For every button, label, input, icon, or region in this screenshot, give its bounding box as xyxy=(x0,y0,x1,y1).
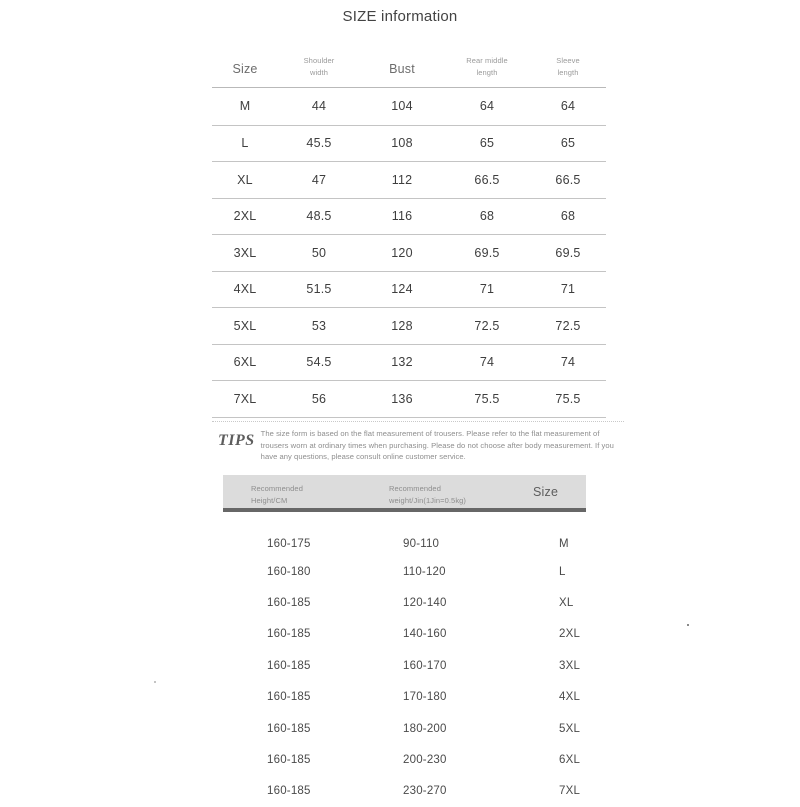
cell-size: L xyxy=(212,125,278,162)
column-header-shoulder-width xyxy=(278,50,360,87)
cell-rear-middle-length: 68 xyxy=(444,198,530,235)
cell-recommended-weight: 200-230 xyxy=(403,754,447,767)
scan-artifact xyxy=(154,681,156,683)
cell-rec-size: XL xyxy=(559,597,574,610)
cell-rec-size: M xyxy=(559,538,569,550)
column-header-recommended-height-line2: Height/CM xyxy=(251,495,288,505)
column-header-bust xyxy=(360,50,444,87)
cell-size: 6XL xyxy=(212,344,278,381)
cell-recommended-weight: 120-140 xyxy=(403,597,447,610)
cell-rear-middle-length: 75.5 xyxy=(444,381,530,418)
table-row xyxy=(212,271,606,308)
cell-bust: 136 xyxy=(360,381,444,418)
size-table-header-row xyxy=(212,50,606,87)
cell-bust: 108 xyxy=(360,125,444,162)
cell-rear-middle-length: 69.5 xyxy=(444,235,530,272)
cell-bust: 120 xyxy=(360,235,444,272)
table-row xyxy=(212,308,606,345)
cell-size: 3XL xyxy=(212,235,278,272)
cell-bust: 116 xyxy=(360,198,444,235)
tips-divider xyxy=(212,421,624,422)
column-header-recommended-weight xyxy=(361,475,509,510)
column-header-shoulder-width-line1: Shoulder xyxy=(303,56,335,65)
tips-label: TIPS xyxy=(218,432,255,449)
table-row xyxy=(212,381,606,418)
cell-shoulder-width: 53 xyxy=(278,308,360,345)
table-row xyxy=(223,744,586,775)
cell-rear-middle-length: 66.5 xyxy=(444,162,530,199)
table-row xyxy=(212,344,606,381)
cell-recommended-height: 160-185 xyxy=(267,722,311,735)
cell-sleeve-length: 64 xyxy=(530,87,606,125)
table-row xyxy=(223,619,586,650)
recommendation-table-header-row xyxy=(223,475,586,510)
table-row xyxy=(212,87,606,125)
cell-bust: 132 xyxy=(360,344,444,381)
recommendation-table-header xyxy=(223,475,586,510)
size-table-body xyxy=(212,87,606,417)
table-row xyxy=(212,198,606,235)
cell-sleeve-length: 69.5 xyxy=(530,235,606,272)
column-header-recommended-weight-line2: weight/Jin(1Jin=0.5kg) xyxy=(389,495,467,505)
column-header-rear-middle-length-line2: length xyxy=(476,68,498,77)
column-header-shoulder-width-label xyxy=(278,56,360,78)
column-header-recommended-height xyxy=(223,475,361,510)
cell-rec-size: 2XL xyxy=(559,628,581,641)
cell-rec-size: L xyxy=(559,565,566,578)
cell-shoulder-width: 51.5 xyxy=(278,271,360,308)
column-header-sleeve-length-line1: Sleeve xyxy=(556,56,580,65)
cell-rear-middle-length: 71 xyxy=(444,271,530,308)
cell-rec-size: 7XL xyxy=(559,785,581,798)
table-row xyxy=(223,682,586,713)
cell-rec-size: 3XL xyxy=(559,659,581,672)
cell-recommended-height: 160-185 xyxy=(267,628,311,641)
cell-sleeve-length: 74 xyxy=(530,344,606,381)
size-measurement-table xyxy=(212,50,606,418)
cell-rec-size: 4XL xyxy=(559,691,581,704)
column-header-shoulder-width-line2: width xyxy=(309,68,328,77)
cell-sleeve-length: 68 xyxy=(530,198,606,235)
table-row xyxy=(223,587,586,618)
cell-shoulder-width: 44 xyxy=(278,87,360,125)
cell-shoulder-width: 54.5 xyxy=(278,344,360,381)
table-row xyxy=(223,556,586,587)
column-header-recommended-weight-label xyxy=(389,484,509,506)
column-header-rec-size xyxy=(509,475,586,510)
cell-recommended-height: 160-185 xyxy=(267,659,311,672)
cell-recommended-weight: 110-120 xyxy=(403,565,446,578)
cell-size: 7XL xyxy=(212,381,278,418)
cell-bust: 124 xyxy=(360,271,444,308)
tips-section xyxy=(212,421,624,463)
recommendation-table-body xyxy=(223,510,586,807)
cell-sleeve-length: 65 xyxy=(530,125,606,162)
cell-shoulder-width: 56 xyxy=(278,381,360,418)
cell-rear-middle-length: 74 xyxy=(444,344,530,381)
cell-recommended-weight: 230-270 xyxy=(403,785,447,798)
cell-recommended-height: 160-180 xyxy=(267,565,311,578)
page-title: SIZE information xyxy=(342,8,458,25)
cell-recommended-height: 160-185 xyxy=(267,785,311,798)
table-row xyxy=(223,713,586,744)
cell-shoulder-width: 50 xyxy=(278,235,360,272)
cell-bust: 104 xyxy=(360,87,444,125)
cell-shoulder-width: 45.5 xyxy=(278,125,360,162)
table-row xyxy=(223,776,586,807)
cell-recommended-height: 160-185 xyxy=(267,597,311,610)
table-row xyxy=(223,650,586,681)
cell-shoulder-width: 47 xyxy=(278,162,360,199)
column-header-rec-size-label: Size xyxy=(533,484,559,499)
cell-size: 2XL xyxy=(212,198,278,235)
cell-recommended-weight: 90-110 xyxy=(403,538,440,550)
cell-shoulder-width: 48.5 xyxy=(278,198,360,235)
cell-recommended-weight: 180-200 xyxy=(403,722,447,735)
cell-recommended-weight: 170-180 xyxy=(403,691,447,704)
cell-recommended-height: 160-185 xyxy=(267,691,311,704)
column-header-recommended-height-line1: Recommended xyxy=(251,483,303,493)
cell-size: 5XL xyxy=(212,308,278,345)
cell-rec-size: 6XL xyxy=(559,754,581,767)
table-row xyxy=(212,162,606,199)
table-row xyxy=(212,125,606,162)
cell-sleeve-length: 71 xyxy=(530,271,606,308)
column-header-rear-middle-length-label xyxy=(444,56,530,78)
cell-bust: 112 xyxy=(360,162,444,199)
column-header-rear-middle-length-line1: Rear middle xyxy=(466,56,508,65)
column-header-recommended-weight-line1: Recommended xyxy=(389,483,441,493)
tips-body xyxy=(212,425,624,463)
cell-rear-middle-length: 72.5 xyxy=(444,308,530,345)
cell-recommended-weight: 140-160 xyxy=(403,628,447,641)
cell-sleeve-length: 66.5 xyxy=(530,162,606,199)
column-header-size-label: Size xyxy=(232,61,258,76)
cell-recommended-height: 160-185 xyxy=(267,754,311,767)
column-header-sleeve-length xyxy=(530,50,606,87)
column-header-rear-middle-length xyxy=(444,50,530,87)
table-row xyxy=(223,510,586,556)
size-table-header xyxy=(212,50,606,87)
cell-size: XL xyxy=(212,162,278,199)
cell-sleeve-length: 72.5 xyxy=(530,308,606,345)
cell-recommended-height: 160-175 xyxy=(267,538,311,550)
table-row xyxy=(212,235,606,272)
cell-sleeve-length: 75.5 xyxy=(530,381,606,418)
recommendation-table xyxy=(223,475,586,807)
cell-bust: 128 xyxy=(360,308,444,345)
column-header-sleeve-length-label xyxy=(530,56,606,78)
scan-artifact xyxy=(687,624,689,626)
column-header-recommended-height-label xyxy=(251,484,361,506)
cell-rear-middle-length: 64 xyxy=(444,87,530,125)
cell-rec-size: 5XL xyxy=(559,722,581,735)
column-header-size xyxy=(212,50,278,87)
cell-recommended-weight: 160-170 xyxy=(403,659,447,672)
column-header-bust-label: Bust xyxy=(389,61,415,76)
cell-size: 4XL xyxy=(212,271,278,308)
tips-text: The size form is based on the flat measurement of trousers. Please refer to the flat measurement of trousers worn at ordinary times when purchasing. Please do not choose after body measurement. If you have any questions, please consult online customer service. xyxy=(260,429,614,462)
cell-size: M xyxy=(212,87,278,125)
cell-rear-middle-length: 65 xyxy=(444,125,530,162)
column-header-sleeve-length-line2: length xyxy=(557,68,579,77)
